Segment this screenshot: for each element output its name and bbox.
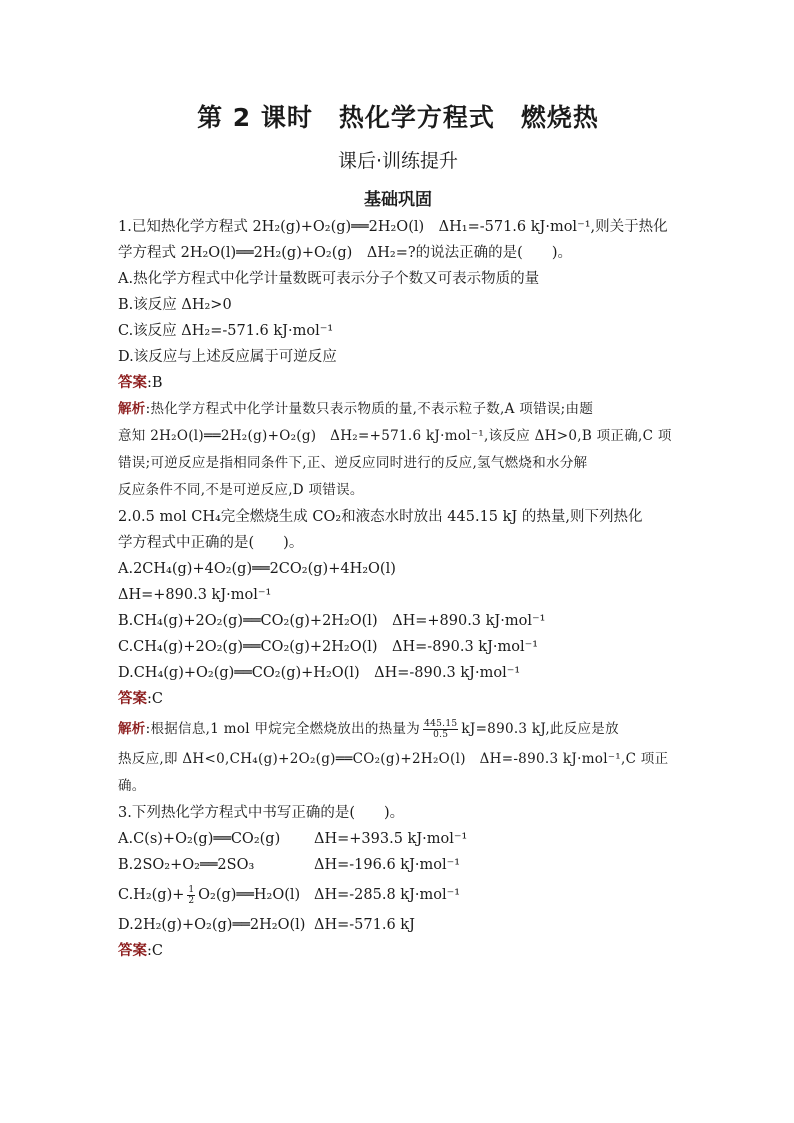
q3-answer xyxy=(118,938,678,964)
fraction-numerator: 1 xyxy=(188,884,195,895)
explanation-label: 解析 xyxy=(118,721,146,737)
half-fraction xyxy=(187,885,195,906)
title-topic-1: 热化学方程式 xyxy=(338,103,495,132)
q1-explanation-line-2: 意知 2H₂O(l)══2H₂(g)+O₂(g) ΔH₂=+571.6 kJ·mol⁻¹,该反应 ΔH>0,B 项正确,C 项 xyxy=(118,428,672,444)
q2-option-c: C.CH₄(g)+2O₂(g)══CO₂(g)+2H₂O(l) ΔH=-890.3 kJ·mol⁻¹ xyxy=(118,639,539,655)
q3-option-b-enthalpy: ΔH=-196.6 kJ·mol⁻¹ xyxy=(314,857,461,873)
fraction-denominator: 2 xyxy=(188,895,195,906)
answer-label: 答案 xyxy=(118,943,147,959)
q1-option-b: B.该反应 ΔH₂>0 xyxy=(118,297,232,313)
q1-answer xyxy=(118,370,678,396)
q2-explanation-line-3: 确。 xyxy=(118,778,146,794)
q3-option-d-enthalpy: ΔH=-571.6 kJ xyxy=(314,917,415,933)
q3-stem: 3.下列热化学方程式中书写正确的是( )。 xyxy=(118,805,405,821)
heat-fraction xyxy=(423,719,458,740)
q2-stem-line-2: 学方程式中正确的是( )。 xyxy=(118,535,304,551)
q3-option-a xyxy=(118,826,678,852)
q1-option-d: D.该反应与上述反应属于可逆反应 xyxy=(118,349,337,365)
q1-answer-value: :B xyxy=(147,375,163,391)
question-2 xyxy=(118,504,678,800)
q1-option-c: C.该反应 ΔH₂=-571.6 kJ·mol⁻¹ xyxy=(118,323,334,339)
q2-option-d: D.CH₄(g)+O₂(g)══CO₂(g)+H₂O(l) ΔH=-890.3 kJ·mol⁻¹ xyxy=(118,665,521,681)
answer-label: 答案 xyxy=(118,375,147,391)
q2-option-a: A.2CH₄(g)+4O₂(g)══2CO₂(g)+4H₂O(l) xyxy=(118,561,396,577)
q3-option-c xyxy=(118,878,678,912)
q1-stem-line-2: 学方程式 2H₂O(l)══2H₂(g)+O₂(g) ΔH₂=?的说法正确的是( )。 xyxy=(118,245,572,261)
q2-answer-value: :C xyxy=(147,691,163,707)
fraction-numerator: 445.15 xyxy=(424,719,458,729)
q2-explanation-text-1: :根据信息,1 mol 甲烷完全燃烧放出的热量为 xyxy=(145,721,421,737)
q3-option-c-eq-part-2: O₂(g)══H₂O(l) xyxy=(198,887,301,903)
q3-option-d-equation: D.2H₂(g)+O₂(g)══2H₂O(l) xyxy=(118,917,306,933)
title-topic-2: 燃烧热 xyxy=(520,103,599,132)
q1-explanation-line-4: 反应条件不同,不是可逆反应,D 项错误。 xyxy=(118,482,364,498)
q2-explanation-text-1b: kJ=890.3 kJ,此反应是放 xyxy=(461,721,619,737)
q3-option-c-enthalpy: ΔH=-285.8 kJ·mol⁻¹ xyxy=(314,887,461,903)
q2-explanation-line-2: 热反应,即 ΔH<0,CH₄(g)+2O₂(g)══CO₂(g)+2H₂O(l) ΔH=-890.3 kJ·mol⁻¹,C 项正 xyxy=(118,751,669,767)
q1-explanation-text-1: :热化学方程式中化学计量数只表示物质的量,不表示粒子数,A 项错误;由题 xyxy=(145,401,594,417)
page-title xyxy=(118,96,678,140)
worksheet-page xyxy=(118,96,678,964)
q3-answer-value: :C xyxy=(147,943,163,959)
section-heading: 基础巩固 xyxy=(364,190,432,210)
q2-explanation-line-1 xyxy=(118,712,678,746)
question-3 xyxy=(118,800,678,964)
page-subtitle: 课后·训练提升 xyxy=(337,150,459,172)
q3-option-c-eq-part-1: C.H₂(g)+ xyxy=(118,887,185,903)
title-lesson: 第 2 课时 xyxy=(197,103,313,132)
q1-explanation-line-1 xyxy=(118,396,678,423)
q2-answer xyxy=(118,686,678,712)
q1-stem-line-1: 1.已知热化学方程式 2H₂(g)+O₂(g)══2H₂O(l) ΔH₁=-571.6 kJ·mol⁻¹,则关于热化 xyxy=(118,219,668,235)
q3-option-b-equation: B.2SO₂+O₂══2SO₃ xyxy=(118,857,255,873)
q2-stem-line-1: 2.0.5 mol CH₄完全燃烧生成 CO₂和液态水时放出 445.15 kJ 的热量,则下列热化 xyxy=(118,509,643,525)
fraction-denominator: 0.5 xyxy=(433,730,449,740)
q2-option-a-enthalpy: ΔH=+890.3 kJ·mol⁻¹ xyxy=(118,587,272,603)
answer-label: 答案 xyxy=(118,691,147,707)
q3-option-a-enthalpy: ΔH=+393.5 kJ·mol⁻¹ xyxy=(314,831,468,847)
explanation-label: 解析 xyxy=(118,401,146,417)
q1-option-a: A.热化学方程式中化学计量数既可表示分子个数又可表示物质的量 xyxy=(118,271,540,287)
q3-option-a-equation: A.C(s)+O₂(g)══CO₂(g) xyxy=(118,831,281,847)
q2-option-b: B.CH₄(g)+2O₂(g)══CO₂(g)+2H₂O(l) ΔH=+890.3 kJ·mol⁻¹ xyxy=(118,613,546,629)
q1-explanation-line-3: 错误;可逆反应是指相同条件下,正、逆反应同时进行的反应,氢气燃烧和水分解 xyxy=(118,455,588,471)
q3-option-c-equation xyxy=(118,878,314,912)
question-1 xyxy=(118,214,678,504)
q3-option-b xyxy=(118,852,678,878)
q3-option-d xyxy=(118,912,678,938)
